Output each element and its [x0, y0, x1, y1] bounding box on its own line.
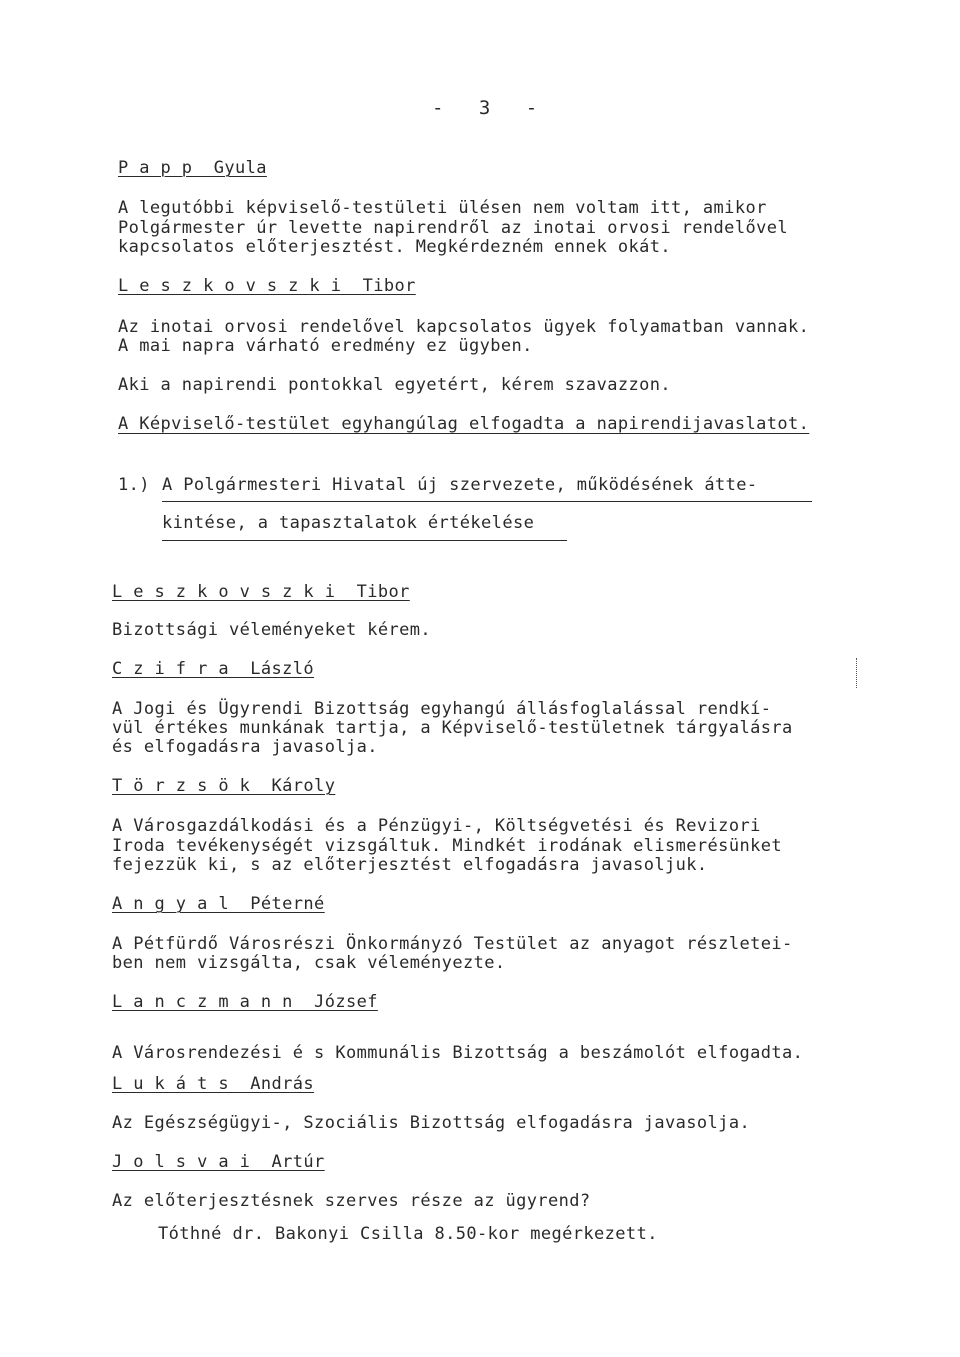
speaker-lukats-andras: L u k á t s András: [112, 1074, 315, 1094]
agenda-item-number: 1.): [118, 475, 150, 495]
speaker-papp-gyula: P a p p Gyula: [118, 158, 267, 178]
text-line: Aki a napirendi pontokkal egyetért, kérem szavazzon.: [118, 375, 672, 395]
page-number: - 3 -: [432, 97, 550, 119]
text-line: és elfogadásra javasolja.: [112, 737, 378, 757]
agenda-underline-1: [162, 501, 812, 502]
text-line: vül értékes munkának tartja, a Képviselő-testületnek tárgyalásra: [112, 718, 793, 738]
speaker-leszkovszki-tibor: L e s z k o v s z k i Tibor: [112, 582, 410, 602]
speaker-jolsvai-artur: J o l s v a i Artúr: [112, 1152, 325, 1172]
text-line: Az inotai orvosi rendelővel kapcsolatos ügyek folyamatban vannak.: [118, 317, 810, 337]
margin-dots: [856, 658, 859, 688]
speaker-leszkovszki-tibor: L e s z k o v s z k i Tibor: [118, 276, 416, 296]
text-line: A Pétfürdő Városrészi Önkormányzó Testület az anyagot részletei-: [112, 934, 793, 954]
text-line: A Jogi és Ügyrendi Bizottság egyhangú állásfoglalással rendkí-: [112, 699, 772, 719]
text-line: A Városgazdálkodási és a Pénzügyi-, Költségvetési és Revizori: [112, 816, 761, 836]
text-line: kapcsolatos előterjesztést. Megkérdezném ennek okát.: [118, 237, 672, 257]
text-line: Az Egészségügyi-, Szociális Bizottság elfogadásra javasolja.: [112, 1113, 751, 1133]
text-line: A Városrendezési é s Kommunális Bizottság a beszámolót elfogadta.: [112, 1043, 804, 1063]
text-line: A mai napra várható eredmény ez ügyben.: [118, 336, 533, 356]
text-line: Iroda tevékenységét vizsgáltuk. Mindkét irodának elismerésünket: [112, 836, 782, 856]
speaker-czifra-laszlo: C z i f r a László: [112, 659, 315, 679]
text-line: ben nem vizsgálta, csak véleményezte.: [112, 953, 506, 973]
speaker-angyal-peterne: A n g y a l Péterné: [112, 894, 325, 914]
text-line: Bizottsági véleményeket kérem.: [112, 620, 432, 640]
text-line: Az előterjesztésnek szerves része az ügyrend?: [112, 1191, 591, 1211]
decision-text: A Képviselő-testület egyhangúlag elfogadta a napirendijavaslatot.: [118, 414, 810, 434]
speaker-lanczmann-jozsef: L a n c z m a n n József: [112, 992, 378, 1012]
text-line: fejezzük ki, s az előterjesztést elfogadásra javasoljuk.: [112, 855, 708, 875]
agenda-item-title-line2: kintése, a tapasztalatok értékelése: [162, 513, 535, 533]
speaker-torzsok-karoly: T ö r z s ö k Károly: [112, 776, 336, 796]
arrival-note: Tóthné dr. Bakonyi Csilla 8.50-kor megérkezett.: [158, 1224, 658, 1244]
text-line: Polgármester úr levette napirendről az inotai orvosi rendelővel: [118, 218, 788, 238]
agenda-item-title-line1: A Polgármesteri Hivatal új szervezete, működésének átte-: [162, 475, 758, 495]
agenda-underline-2: [162, 540, 567, 541]
text-line: A legutóbbi képviselő-testületi ülésen nem voltam itt, amikor: [118, 198, 767, 218]
